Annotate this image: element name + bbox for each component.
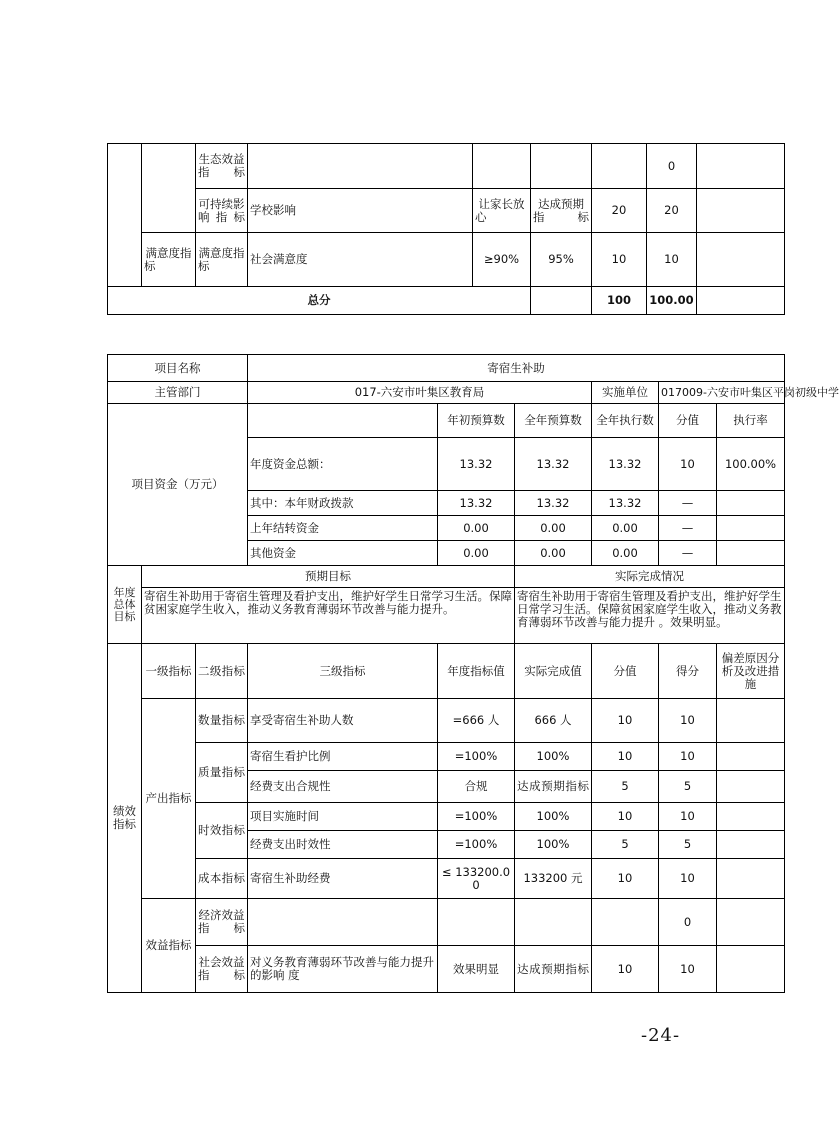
table-row: 效益指标 经济效益指标 0 [108, 899, 785, 946]
fund-header: 全年执行数 [592, 404, 659, 438]
total-label: 总分 [108, 287, 531, 315]
level1-indicator: 满意度指标 [142, 233, 196, 287]
benefit-label: 效益指标 [142, 899, 196, 993]
dept-label: 主管部门 [108, 382, 248, 404]
actual-text: 寄宿生补助用于寄宿生管理及看护支出，维护好学生日常学习生活。保障贫困家庭学生收入，推动义务教育薄弱环节改善与能力提升 。效果明显。 [515, 588, 785, 644]
fund-row: 年度资金总额： 13.32 13.32 13.32 10 100.00% [108, 438, 785, 491]
goal-label: 年度总体目标 [108, 566, 142, 644]
actual-value: 达成预期指标 [531, 189, 592, 233]
table-row: 成本指标 寄宿生补助经费 ≤ 133200.00 133200 元 10 10 [108, 859, 785, 899]
project-evaluation-table [107, 354, 839, 993]
table-row [108, 382, 785, 404]
indicator-header-row: 绩效指标 一级指标 二级指标 三级指标 年度指标值 实际完成值 分值 得分 偏差原因分析及改进措施 [108, 644, 785, 699]
table-row [108, 404, 785, 438]
funds-label: 项目资金（万元） [108, 404, 248, 566]
social-label: 社会效益指标 [196, 946, 248, 993]
table-row: 产出指标 数量指标 享受寄宿生补助人数 =666 人 666 人 10 10 [108, 699, 785, 743]
econ-label: 经济效益指标 [196, 899, 248, 946]
table-row [108, 566, 785, 588]
level2-indicator: 生态效益指标 [196, 144, 248, 189]
got-cell: 10 [647, 233, 697, 287]
actual-header: 实际完成情况 [515, 566, 785, 588]
score-cell: 0 [647, 144, 697, 189]
indicator-table-continued [107, 143, 785, 315]
fund-row: 其中：本年财政拨款 13.32 13.32 13.32 — [108, 491, 785, 516]
table-row [108, 144, 785, 189]
fund-header: 执行率 [717, 404, 785, 438]
unit-value: 017009-六安市叶集区平岗初级中学 [659, 382, 785, 404]
fund-header: 年初预算数 [438, 404, 515, 438]
table-row [108, 588, 785, 644]
fund-header: 全年预算数 [515, 404, 592, 438]
target-value: 让家长放心 [473, 189, 531, 233]
project-name: 寄宿生补助 [248, 355, 785, 382]
output-label: 产出指标 [142, 699, 196, 899]
page-number: -24- [641, 1025, 681, 1046]
total-score: 100 [592, 287, 647, 315]
unit-label: 实施单位 [592, 382, 659, 404]
actual-value: 95% [531, 233, 592, 287]
table-row: 社会效益指标 对义务教育薄弱环节改善与能力提升的影响 度 效果明显 达成预期指标 10 10 [108, 946, 785, 993]
got-cell: 20 [647, 189, 697, 233]
perf-label: 绩效指标 [108, 644, 142, 993]
table-row [108, 233, 785, 287]
time-label: 时效指标 [196, 803, 248, 859]
total-row [108, 287, 785, 315]
score-cell: 10 [592, 233, 647, 287]
level3-indicator: 学校影响 [248, 189, 473, 233]
expected-header: 预期目标 [142, 566, 515, 588]
cost-label: 成本指标 [196, 859, 248, 899]
table-row: 质量指标 寄宿生看护比例 =100% 100% 10 10 [108, 743, 785, 771]
fund-row: 其他资金 0.00 0.00 0.00 — [108, 541, 785, 566]
table-row [108, 189, 785, 233]
quality-label: 质量指标 [196, 743, 248, 803]
qty-label: 数量指标 [196, 699, 248, 743]
table-row: 经费支出时效性 =100% 100% 5 5 [108, 831, 785, 859]
level2-indicator: 满意度指标 [196, 233, 248, 287]
table-row [108, 355, 785, 382]
table-row: 经费支出合规性 合规 达成预期指标 5 5 [108, 771, 785, 803]
level2-indicator: 可持续影响指标 [196, 189, 248, 233]
dept-value: 017-六安市叶集区教育局 [248, 382, 592, 404]
target-value: ≥90% [473, 233, 531, 287]
level3-indicator: 社会满意度 [248, 233, 473, 287]
expected-text: 寄宿生补助用于寄宿生管理及看护支出，维护好学生日常学习生活。保障 贫困家庭学生收入，推动义务教育薄弱环节改善与能力提升。 [142, 588, 515, 644]
score-cell: 20 [592, 189, 647, 233]
table-row: 时效指标 项目实施时间 =100% 100% 10 10 [108, 803, 785, 831]
project-name-label: 项目名称 [108, 355, 248, 382]
total-got: 100.00 [647, 287, 697, 315]
fund-header: 分值 [659, 404, 717, 438]
fund-row: 上年结转资金 0.00 0.00 0.00 — [108, 516, 785, 541]
